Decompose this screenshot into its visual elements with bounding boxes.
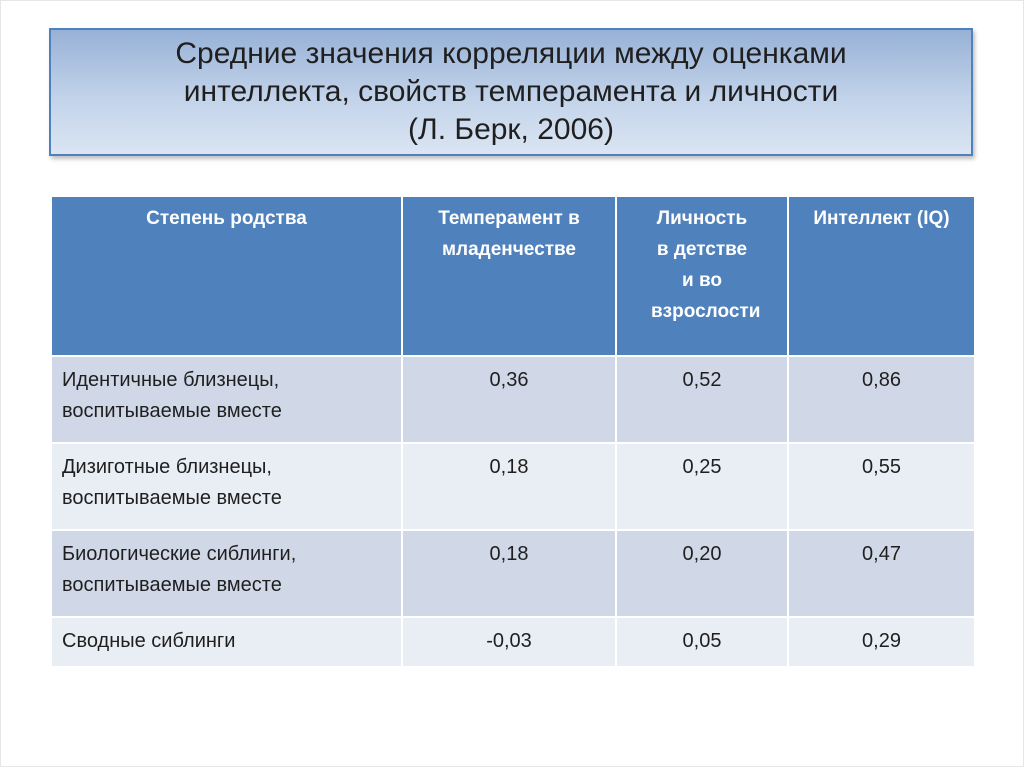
intellect-value: 0,55 xyxy=(788,443,975,530)
intellect-value: 0,47 xyxy=(788,530,975,617)
correlation-table xyxy=(50,195,976,668)
table-header-row xyxy=(51,196,975,356)
kinship-cell xyxy=(51,356,402,443)
kinship-line-1: Сводные сиблинги xyxy=(62,630,236,652)
header-intellect: Интеллект (IQ) xyxy=(788,196,975,356)
personality-value: 0,20 xyxy=(616,530,788,617)
table-row xyxy=(51,617,975,667)
kinship-line-1: Идентичные близнецы, xyxy=(62,369,280,391)
table-row xyxy=(51,530,975,617)
kinship-cell xyxy=(51,617,402,667)
temperament-value: 0,18 xyxy=(402,443,616,530)
kinship-cell xyxy=(51,530,402,617)
table-row xyxy=(51,443,975,530)
intellect-value: 0,86 xyxy=(788,356,975,443)
kinship-cell xyxy=(51,443,402,530)
intellect-value: 0,29 xyxy=(788,617,975,667)
kinship-line-1: Дизиготные близнецы, xyxy=(62,456,272,478)
table-row xyxy=(51,356,975,443)
personality-value: 0,05 xyxy=(616,617,788,667)
header-personality: Личность в детстве и во взрослости xyxy=(616,196,788,356)
header-temperament: Темперамент в младенчестве xyxy=(402,196,616,356)
temperament-value: 0,18 xyxy=(402,530,616,617)
kinship-line-2: воспитываемые вместе xyxy=(62,400,282,422)
kinship-line-1: Биологические сиблинги, xyxy=(62,543,297,565)
header-kinship: Степень родства xyxy=(51,196,402,356)
kinship-line-2: воспитываемые вместе xyxy=(62,487,282,509)
kinship-line-2: воспитываемые вместе xyxy=(62,574,282,596)
title-line-3: (Л. Берк, 2006) xyxy=(408,113,614,146)
temperament-value: 0,36 xyxy=(402,356,616,443)
personality-value: 0,52 xyxy=(616,356,788,443)
temperament-value: -0,03 xyxy=(402,617,616,667)
title-line-1: Средние значения корреляции между оценками xyxy=(175,37,847,70)
slide-title xyxy=(49,28,973,156)
personality-value: 0,25 xyxy=(616,443,788,530)
title-line-2: интеллекта, свойств темперамента и личности xyxy=(183,75,839,108)
